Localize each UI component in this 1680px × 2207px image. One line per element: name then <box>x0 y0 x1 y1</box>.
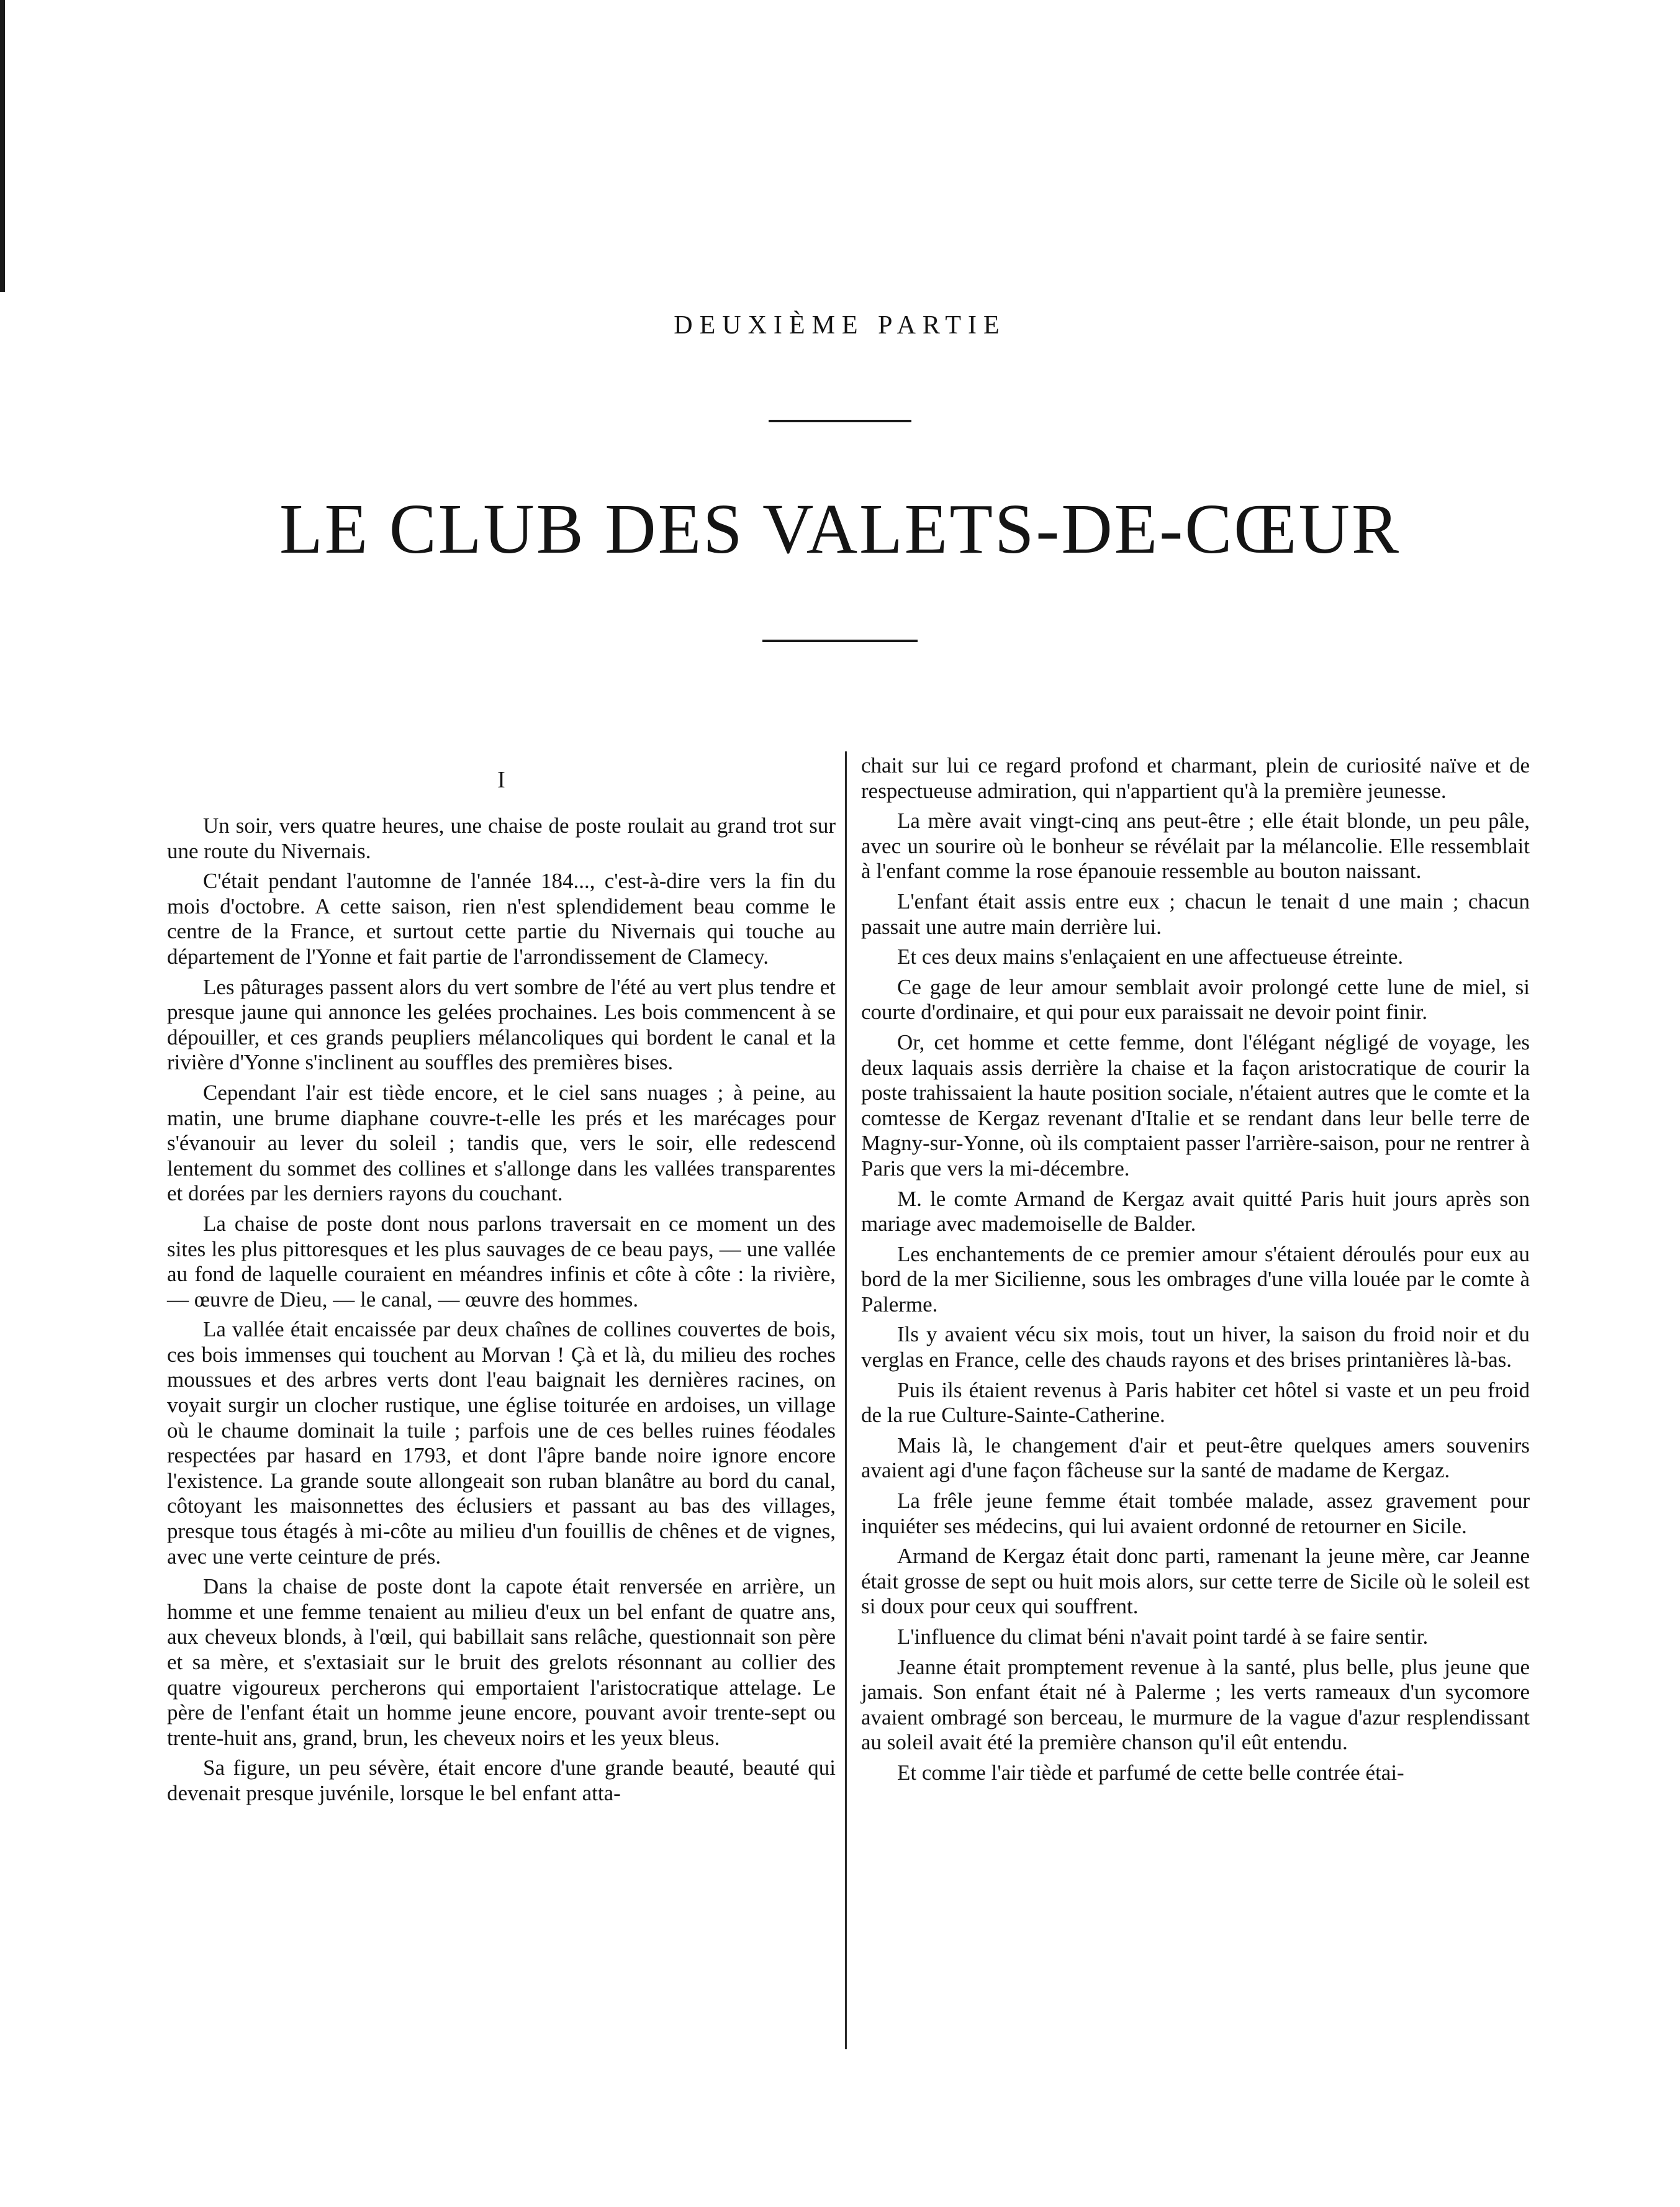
paragraph: Et ces deux mains s'enlaçaient en une affectueuse étreinte. <box>897 945 1404 969</box>
paragraph: La mère avait vingt-cinq ans peut-être ; elle était blonde, un peu pâle, avec un sourire où le bonheur se révélait par la mélancolie. Elle ressemblait à l'enfant comme la rose épanouie ressemble au bouton naissant. <box>861 809 1530 884</box>
part-heading: DEUXIÈME PARTIE <box>674 311 1006 340</box>
paragraph: Or, cet homme et cette femme, dont l'élégant négligé de voyage, les deux laquais assis derrière la chaise et la façon aristocratique de courir la poste trahissaient la haute position sociale, n'étaient autres que le comte et la comtesse de Kergaz revenant d'Italie et se rendant dans leur belle terre de Magny-sur-Yonne, où ils comptaient passer l'arrière-saison, pour ne rentrer à Paris que vers la mi-décembre. <box>861 1030 1530 1181</box>
paragraph: Ce gage de leur amour semblait avoir prolongé cette lune de miel, si courte d'ordinaire, et qui pour eux paraissait ne devoir point finir. <box>861 974 1530 1025</box>
paragraph: La chaise de poste dont nous parlons traversait en ce moment un des sites les plus pittoresques et les plus sauvages de ce beau pays, — une vallée au fond de laquelle couraient en méandres infinis et côte à côte : la rivière, — œuvre de Dieu, — le canal, — œuvre des hommes. <box>167 1211 836 1312</box>
paragraph: La frêle jeune femme était tombée malade, assez gravement pour inquiéter ses médecins, qui lui avaient ordonné de retourner en Sicile. <box>861 1489 1530 1538</box>
paragraph: Et comme l'air tiède et parfumé de cette belle contrée étai- <box>897 1760 1404 1785</box>
paragraph: Dans la chaise de poste dont la capote était renversée en arrière, un homme et une femme tenaient au milieu d'eux un bel enfant de quatre ans, aux cheveux blonds, à l'œil, qui babillait sans relâche, questionnait son père et sa mère, et s'extasiait sur le bruit des grelots résonnant au collier des quatre vigoureux percherons qui emportaient l'aristocratique attelage. Le père de l'enfant était un homme jeune encore, pouvant avoir trente-sept ou trente-huit ans, grand, brun, les cheveux noirs et les yeux bleus. <box>167 1574 836 1750</box>
right-text-column <box>861 753 1530 1791</box>
paragraph: C'était pendant l'automne de l'année 184..., c'est-à-dire vers la fin du mois d'octobre. A cette saison, rien n'est splendidement beau comme le centre de la France, et surtout cette partie du Nivernais qui touche au département de l'Yonne et fait partie de l'arrondissement de Clamecy. <box>167 869 836 969</box>
paragraph: M. le comte Armand de Kergaz avait quitté Paris huit jours après son mariage avec mademoiselle de Balder. <box>861 1186 1530 1236</box>
paragraph: Sa figure, un peu sévère, était encore d'une grande beauté, beauté qui devenait presque juvénile, lorsque le bel enfant atta- <box>167 1756 836 1805</box>
paragraph: Les enchantements de ce premier amour s'étaient déroulés pour eux au bord de la mer Sicilienne, sous les ombrages d'une villa louée par le comte à Palerme. <box>861 1241 1530 1316</box>
paragraph: Ils y avaient vécu six mois, tout un hiver, la saison du froid noir et du verglas en France, celle des chauds rayons et des brises printanières là-bas. <box>861 1322 1530 1372</box>
chapter-title: LE CLUB DES VALETS-DE-CŒUR <box>279 489 1401 568</box>
paragraph: Un soir, vers quatre heures, une chaise de poste roulait au grand trot sur une route du Nivernais. <box>167 813 836 863</box>
chapter-number: I <box>497 767 505 793</box>
paragraph: L'influence du climat béni n'avait point tardé à se faire sentir. <box>897 1625 1429 1649</box>
ornamental-rule <box>762 640 918 642</box>
paragraph: Armand de Kergaz était donc parti, ramenant la jeune mère, car Jeanne était grosse de sept ou huit mois alors, sur cette terre de Sicile où le soleil est si doux pour ceux qui souffrent. <box>861 1544 1530 1619</box>
paragraph: Cependant l'air est tiède encore, et le ciel sans nuages ; à peine, au matin, une brume diaphane couvre-t-elle les prés et les marécages pour s'évanouir au lever du soleil ; tandis que, vers le soir, elle redescend lentement du sommet des collines et s'allonge dans les vallées transparentes et dorées par les derniers rayons du couchant. <box>167 1080 836 1206</box>
column-divider <box>845 751 847 2049</box>
paragraph: chait sur lui ce regard profond et charmant, plein de curiosité naïve et de respectueuse admiration, qui n'appartient qu'à la première jeunesse. <box>861 753 1530 803</box>
paragraph: Puis ils étaient revenus à Paris habiter cet hôtel si vaste et un peu froid de la rue Culture-Sainte-Catherine. <box>861 1377 1530 1428</box>
ornamental-rule <box>769 420 911 422</box>
page-edge-mark <box>0 0 5 292</box>
paragraph: Jeanne était promptement revenue à la santé, plus belle, plus jeune que jamais. Son enfant était né à Palerme ; les verts rameaux d'un sycomore avaient ombragé son berceau, le murmure de la vague d'azur resplendissant au soleil avait été la première chanson qu'il eût entendu. <box>861 1654 1530 1755</box>
paragraph: L'enfant était assis entre eux ; chacun le tenait d une main ; chacun passait une autre main derrière lui. <box>861 889 1530 939</box>
paragraph: Mais là, le changement d'air et peut-être quelques amers souvenirs avaient agi d'une façon fâcheuse sur la santé de madame de Kergaz. <box>861 1433 1530 1483</box>
left-text-column <box>167 753 836 1811</box>
paragraph: La vallée était encaissée par deux chaînes de collines couvertes de bois, ces bois immenses qui touchent au Morvan ! Çà et là, du milieu des roches moussues et des arbres verts dont l'eau baignait les dernières racines, on voyait surgir un clocher rustique, une église toiturée en ardoises, un village où le chaume dominait la tuile ; parfois une de ces belles ruines féodales respectées par hasard en 1793, et dont l'âpre bande noire ignore encore l'existence. La grande soute allongeait son ruban blanâtre au bord du canal, côtoyant les maisonnettes des éclusiers et passant au bas des villages, presque tous étagés à mi-côte au milieu d'un fouillis de chênes et de vignes, avec une verte ceinture de prés. <box>167 1317 836 1569</box>
paragraph: Les pâturages passent alors du vert sombre de l'été au vert plus tendre et presque jaune qui annonce les gelées prochaines. Les bois commencent à se dépouiller, et ces grands peupliers mélancoliques qui bordent le canal et la rivière d'Yonne s'inclinent au souffles des premières bises. <box>167 974 836 1075</box>
